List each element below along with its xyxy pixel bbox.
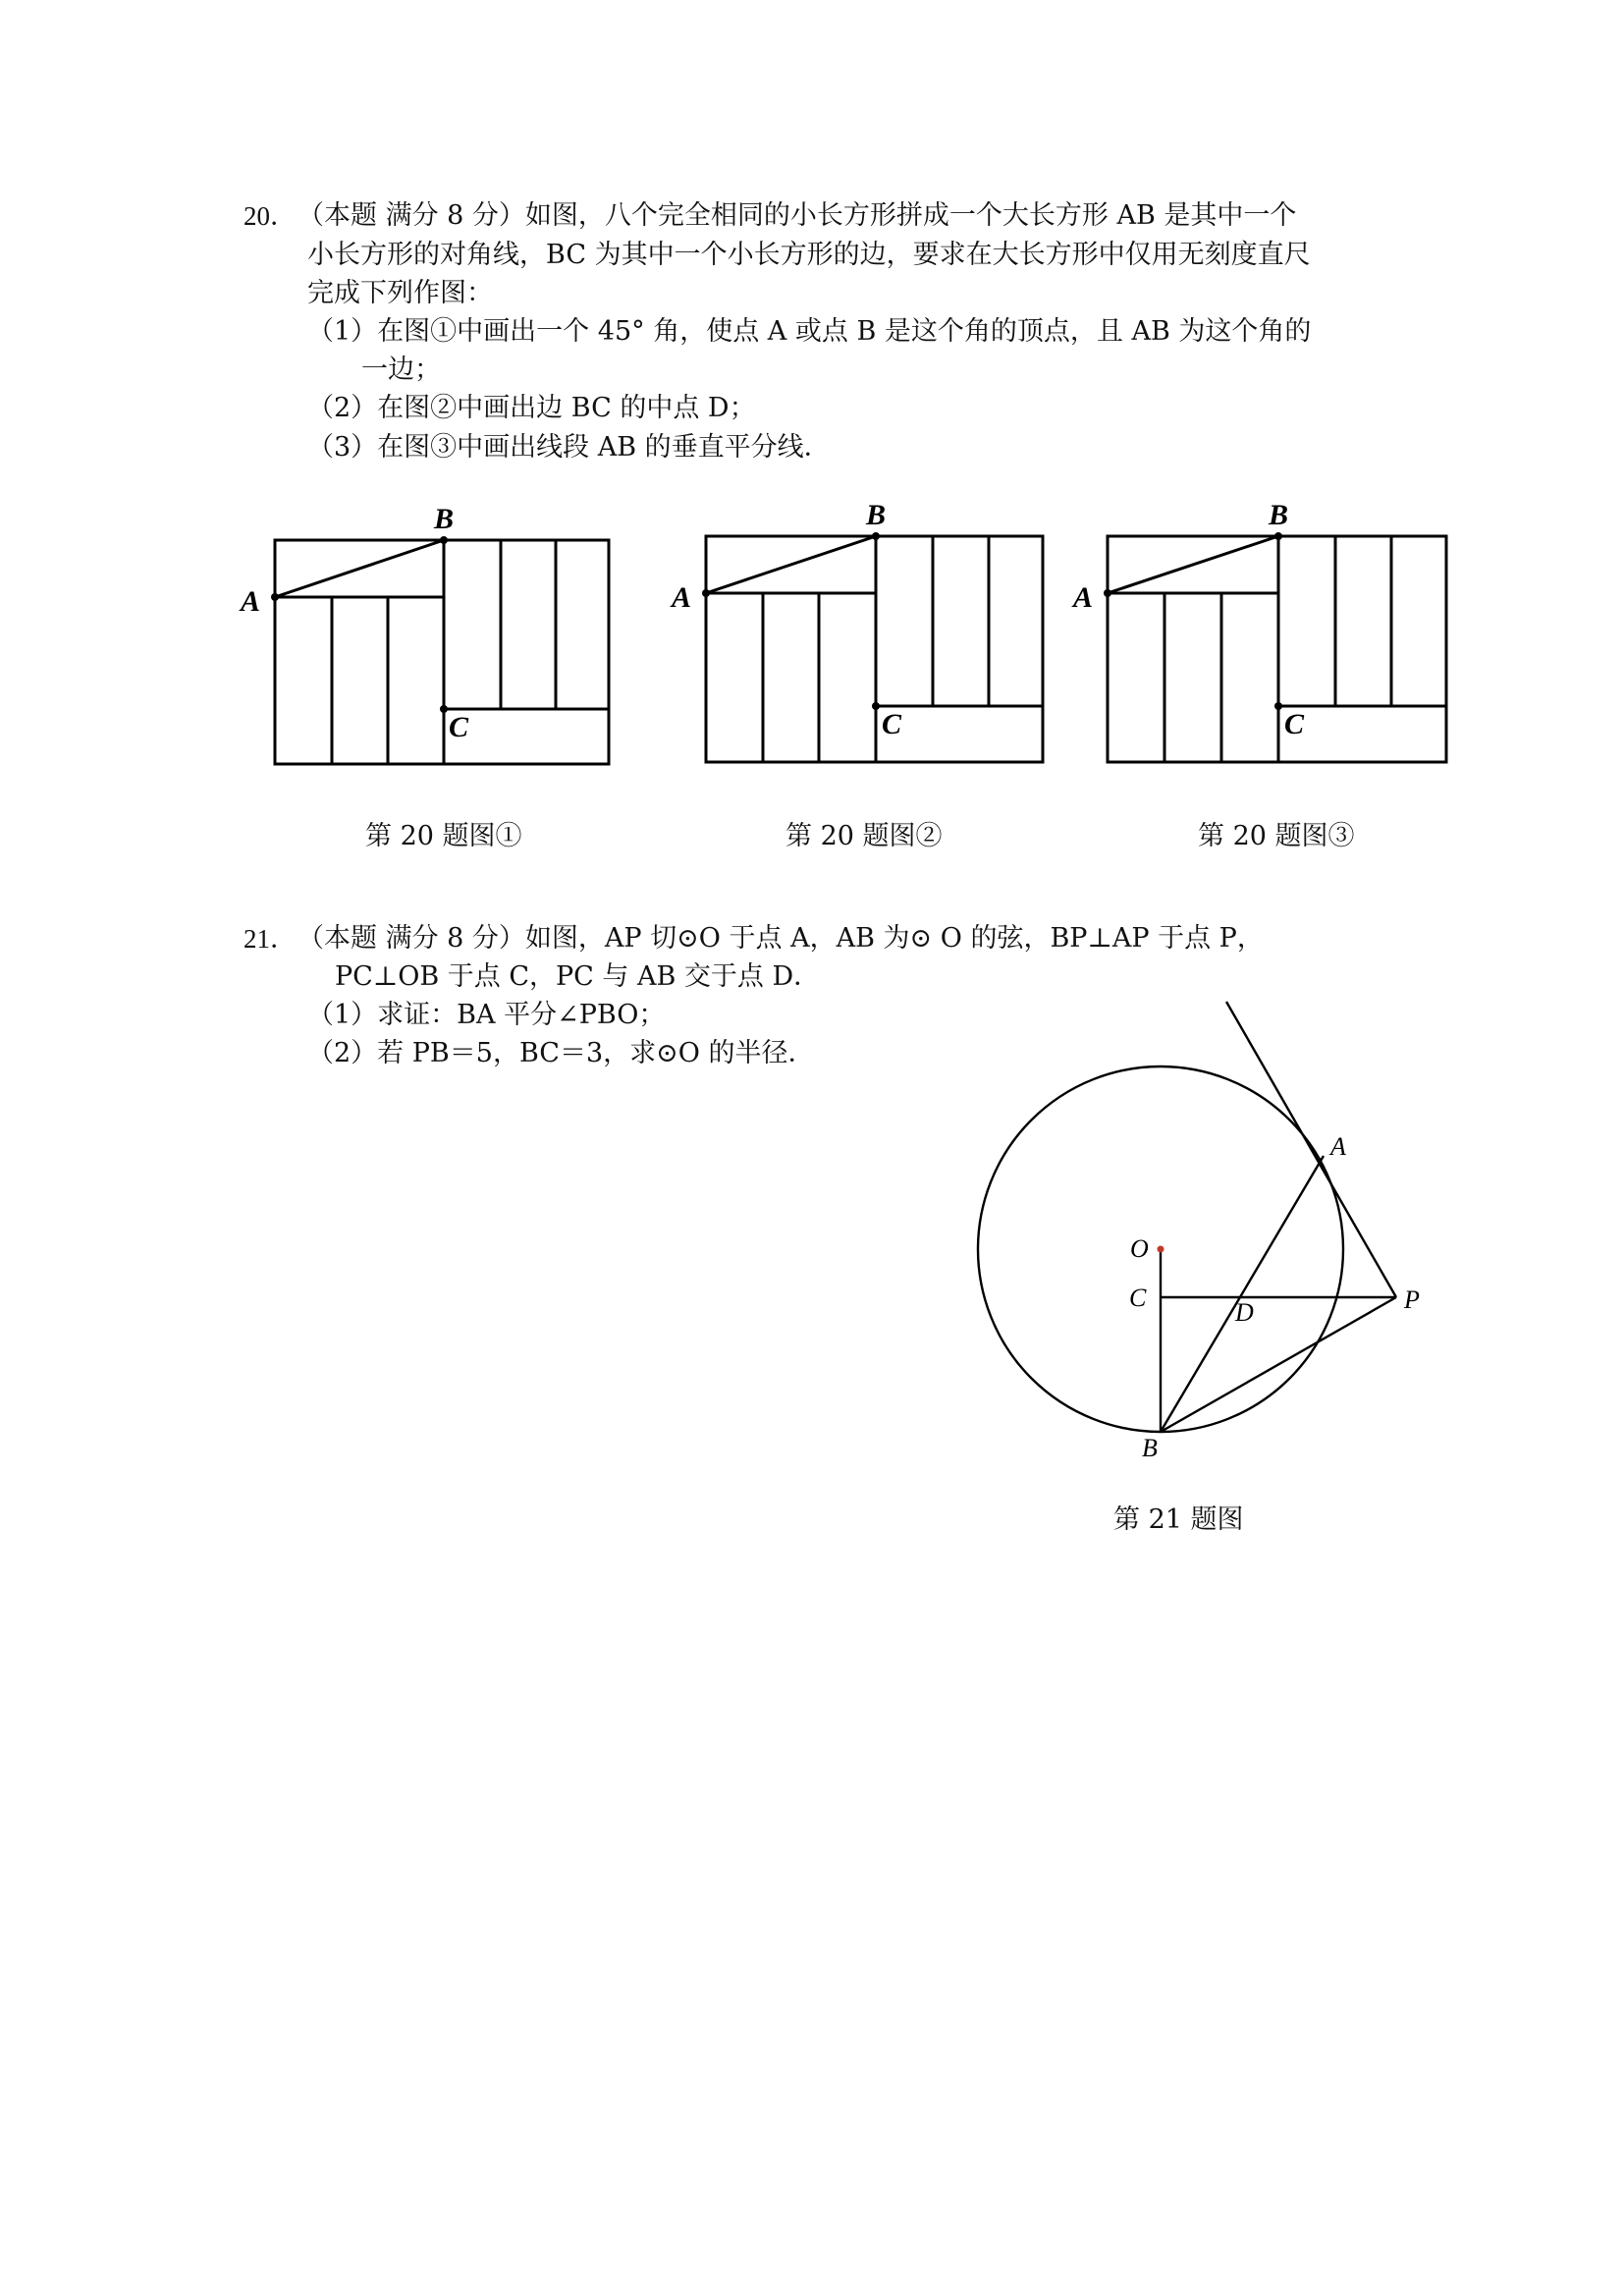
q20-figure-1 xyxy=(231,491,623,776)
point-label-b: B xyxy=(1269,499,1289,531)
q20-sub1-cont: 一边； xyxy=(361,355,441,385)
q20-number: 20． xyxy=(244,201,297,231)
point-label-a: A xyxy=(1330,1132,1346,1161)
point-label-c: C xyxy=(882,708,902,740)
point-label-b: B xyxy=(434,503,455,535)
q21-number: 21． xyxy=(244,924,297,954)
point-label-c: C xyxy=(1284,708,1305,740)
point-label-c: C xyxy=(449,711,469,743)
q20-figure-2 xyxy=(662,487,1055,772)
point-label-a: A xyxy=(241,585,261,618)
q20-sub3: （3）在图③中画出线段 AB 的垂直平分线． xyxy=(307,432,831,463)
q20-line2: 小长方形的对角线，BC 为其中一个小长方形的边，要求在大长方形中仅用无刻度直尺 xyxy=(307,240,1311,270)
point-label-b: B xyxy=(1142,1434,1158,1462)
q20-figure-3-caption: 第 20 题图③ xyxy=(1198,821,1355,851)
q20-sub2: （2）在图②中画出边 BC 的中点 D； xyxy=(307,393,756,423)
q20-head: （本题 满分 8 分）如图，八个完全相同的小长方形拼成一个大长方形 AB 是其中一个 xyxy=(298,200,1297,231)
q20-sub1: （1）在图①中画出一个 45° 角，使点 A 或点 B 是这个角的顶点，且 AB 为这个角的 xyxy=(307,316,1312,347)
q20-line3: 完成下列作图： xyxy=(307,278,493,308)
q20-figure-3 xyxy=(1063,487,1456,772)
q21-line2: PC⊥OB 于点 C，PC 与 AB 交于点 D． xyxy=(335,961,821,992)
point-label-b: B xyxy=(866,499,887,531)
point-label-d: D xyxy=(1235,1298,1254,1327)
point-label-a: A xyxy=(1073,581,1094,614)
q20-figure-2-caption: 第 20 题图② xyxy=(785,821,943,851)
q21-figure xyxy=(952,982,1443,1473)
point-label-c: C xyxy=(1129,1284,1147,1312)
q21-sub1: （1）求证：BA 平分∠PBO； xyxy=(307,1000,666,1030)
point-label-a: A xyxy=(672,581,692,614)
q21-sub2: （2）若 PB＝5，BC＝3，求⊙O 的半径． xyxy=(307,1038,815,1068)
point-label-p: P xyxy=(1404,1285,1420,1314)
q20-figure-1-caption: 第 20 题图① xyxy=(365,821,522,851)
q21-head: （本题 满分 8 分）如图，AP 切⊙O 于点 A，AB 为⊙ O 的弦，BP⊥AP 于点 P， xyxy=(298,923,1264,954)
point-label-o: O xyxy=(1130,1234,1149,1263)
q21-figure-caption: 第 21 题图 xyxy=(1113,1504,1244,1535)
